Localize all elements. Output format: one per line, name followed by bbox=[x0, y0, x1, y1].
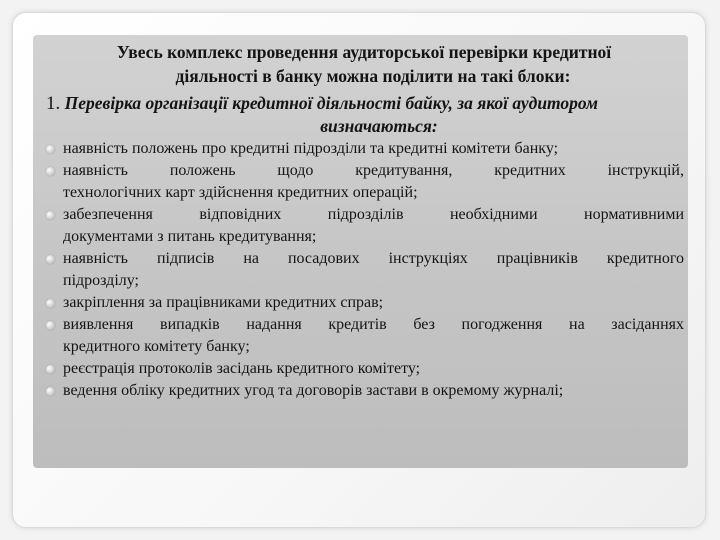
list-item-line: забезпечення відповідних підрозділів необхідними нормативними bbox=[63, 206, 684, 223]
list-item-line: підрозділу; bbox=[63, 272, 139, 289]
list-item-line: кредитного комітету банку; bbox=[63, 338, 250, 355]
circle-bullet-icon bbox=[46, 255, 55, 264]
list-item-line: технологічних карт здійснення кредитних операцій; bbox=[63, 184, 418, 201]
list-item-line: ведення обліку кредитних угод та договорів застави в окремому журналі; bbox=[63, 382, 564, 399]
list-item-line: документами з питань кредитування; bbox=[63, 228, 317, 245]
list-item-line: наявність підписів на посадових інструкціях працівників кредитного bbox=[63, 250, 684, 267]
list-item-line: закріплення за працівниками кредитних справ; bbox=[63, 294, 384, 311]
bullet-list bbox=[44, 138, 684, 402]
heading-line-1: Увесь комплекс проведення аудиторської перевірки кредитної bbox=[116, 42, 612, 62]
circle-bullet-icon bbox=[46, 145, 55, 154]
list-item bbox=[44, 138, 684, 160]
circle-bullet-icon bbox=[46, 365, 55, 374]
list-item bbox=[44, 292, 684, 314]
circle-bullet-icon bbox=[46, 321, 55, 330]
section-number: 1. bbox=[46, 93, 61, 114]
list-item bbox=[44, 248, 684, 292]
list-item-line: реєстрація протоколів засідань кредитного комітету; bbox=[63, 360, 421, 377]
circle-bullet-icon bbox=[46, 211, 55, 220]
section-title bbox=[46, 92, 684, 115]
list-item-line: виявлення випадків надання кредитів без погодження на засіданнях bbox=[63, 316, 684, 333]
circle-bullet-icon bbox=[46, 167, 55, 176]
heading-line-2: діяльності в банку можна поділити на такі блоки: bbox=[175, 66, 571, 86]
list-item bbox=[44, 160, 684, 204]
circle-bullet-icon bbox=[46, 299, 55, 308]
list-item bbox=[44, 204, 684, 248]
slide-content bbox=[44, 40, 684, 402]
list-item bbox=[44, 314, 684, 358]
section-title-line-1: Перевірка організації кредитної діяльності байку, за якої аудитором bbox=[64, 93, 598, 113]
list-item-line: наявність положень про кредитні підрозділи та кредитні комітети банку; bbox=[63, 140, 559, 157]
list-item-line: наявність положень щодо кредитування, кредитних інструкцій, bbox=[63, 162, 684, 179]
section-title-line-2: визначаються: bbox=[320, 116, 438, 136]
list-item bbox=[44, 358, 684, 380]
list-item bbox=[44, 380, 684, 402]
circle-bullet-icon bbox=[46, 387, 55, 396]
